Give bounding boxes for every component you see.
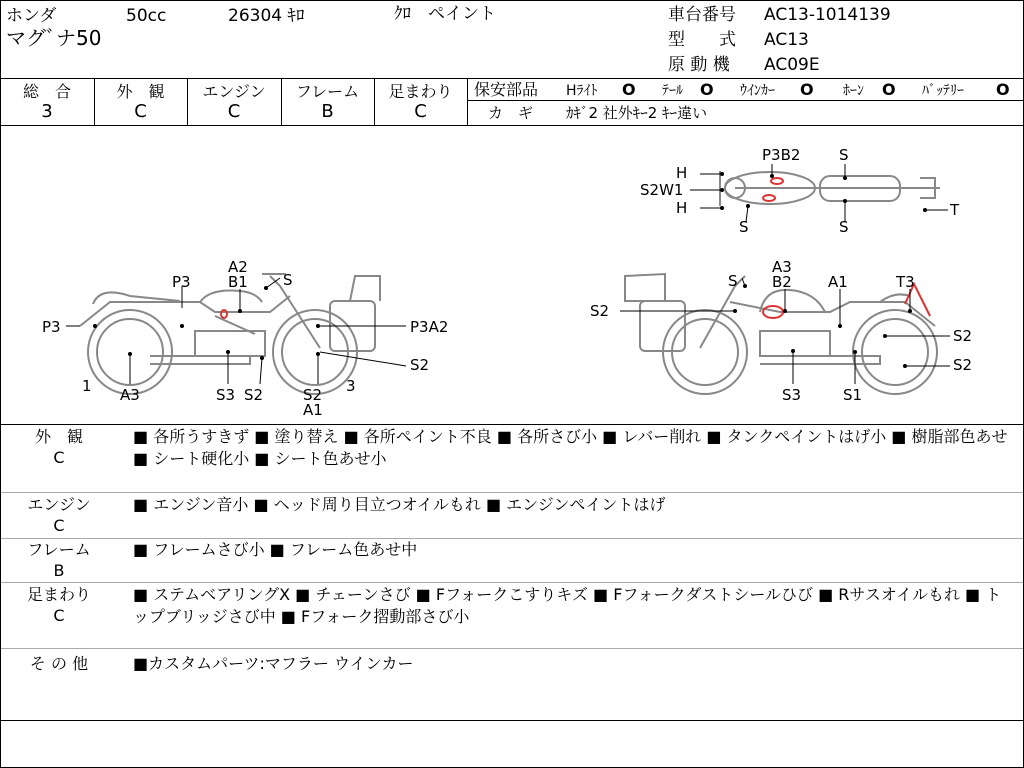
section-label: そ の 他 bbox=[29, 654, 89, 673]
mark-right-s2c: S2 bbox=[953, 356, 973, 374]
safety-headlight: Hﾗｲﾄ bbox=[566, 83, 598, 99]
safety-taillight: ﾃｰﾙ bbox=[662, 83, 683, 99]
grade-header-exterior: 外 観 bbox=[116, 82, 165, 101]
grade-suspension: C bbox=[414, 101, 427, 122]
mark-left-a2: A2 bbox=[228, 258, 248, 276]
key-label: カ ギ bbox=[488, 104, 534, 122]
mark-left-b1: B1 bbox=[228, 273, 248, 291]
section-label: 外 観 bbox=[34, 427, 83, 446]
section-text: ■ 各所うすきず ■ 塗り替え ■ 各所ペイント不良 ■ 各所さび小 ■ レバー削れ ■ タンクペイントはげ小 ■ 樹脂部色あせ ■ シート硬化小 ■ シート色あせ小 bbox=[133, 427, 1008, 468]
grade-frame: B bbox=[321, 101, 334, 122]
frame-no: AC13-1014139 bbox=[764, 5, 891, 25]
safety-headlight-mark: O bbox=[622, 80, 636, 99]
bike-top-view bbox=[720, 171, 940, 206]
engine-value: AC09E bbox=[764, 55, 820, 75]
grade-header-frame: フレーム bbox=[295, 82, 360, 101]
divider bbox=[0, 582, 1024, 583]
mark-top-s4: S bbox=[839, 218, 849, 236]
bike-left-view bbox=[80, 274, 380, 394]
leader-lines bbox=[66, 164, 950, 384]
mark-right-t3: T3 bbox=[896, 273, 915, 291]
engine-label: 原 動 機 bbox=[668, 55, 730, 75]
mark-top-t: T bbox=[950, 201, 960, 219]
mark-top-s: S bbox=[839, 146, 849, 164]
safety-label: 保安部品 bbox=[474, 80, 539, 99]
grade-engine: C bbox=[227, 101, 241, 122]
safety-winker-mark: O bbox=[800, 80, 814, 99]
section-grade: C bbox=[53, 606, 65, 625]
section-label: フレーム bbox=[27, 540, 91, 559]
mark-left-s3: S3 bbox=[216, 386, 236, 404]
mark-right-s3: S3 bbox=[782, 386, 802, 404]
color: ｸﾛ ペイント bbox=[394, 4, 496, 24]
mark-left-p3: P3 bbox=[172, 273, 191, 291]
grade-header-engine: エンジン bbox=[202, 82, 266, 101]
damage-diagram bbox=[0, 126, 1024, 424]
frame-no-label: 車台番号 bbox=[668, 5, 736, 25]
grade-overall: 3 bbox=[41, 101, 53, 122]
mileage: 26304 ｷﾛ bbox=[228, 6, 305, 26]
section-grade: B bbox=[53, 561, 65, 580]
mark-left-a1: A1 bbox=[303, 401, 323, 419]
safety-battery: ﾊﾞｯﾃﾘｰ bbox=[922, 83, 964, 99]
bike-right-view bbox=[625, 274, 937, 394]
divider bbox=[467, 78, 468, 125]
mark-right-b2: B2 bbox=[772, 273, 792, 291]
mark-top-s3: S bbox=[739, 218, 749, 236]
grade-exterior: C bbox=[134, 101, 147, 122]
section-label: 足まわり bbox=[26, 585, 91, 604]
grade-header-suspension: 足まわり bbox=[388, 82, 453, 101]
safety-taillight-mark: O bbox=[700, 80, 714, 99]
grade-header-overall: 総 合 bbox=[22, 82, 71, 101]
section-text: ■ フレームさび小 ■ フレーム色あせ中 bbox=[133, 540, 418, 559]
section-text: ■ エンジン音小 ■ ヘッド周り目立つオイルもれ ■ エンジンペイントはげ bbox=[133, 495, 666, 514]
safety-horn: ﾎｰﾝ bbox=[843, 83, 864, 99]
mark-left-p3a2: P3A2 bbox=[410, 318, 449, 336]
section-label: エンジン bbox=[27, 495, 91, 514]
mark-left-s2c: S2 bbox=[303, 386, 323, 404]
section-grade: C bbox=[53, 448, 65, 467]
mark-left-s2: S2 bbox=[410, 356, 430, 374]
safety-battery-mark: O bbox=[996, 80, 1010, 99]
safety-winker: ｳｲﾝｶｰ bbox=[740, 83, 775, 99]
mark-right-s: S bbox=[728, 272, 738, 290]
type-label: 型 式 bbox=[668, 30, 736, 50]
safety-horn-mark: O bbox=[882, 80, 896, 99]
divider bbox=[0, 720, 1024, 721]
mark-left-1: 1 bbox=[82, 377, 92, 395]
displacement: 50cc bbox=[126, 6, 167, 26]
mark-top-h2: H bbox=[676, 199, 688, 217]
mark-left-a3: A3 bbox=[120, 386, 140, 404]
model-name: マグﾞナ50 bbox=[6, 26, 102, 50]
mark-left-s2b: S2 bbox=[244, 386, 264, 404]
divider bbox=[0, 424, 1024, 425]
divider bbox=[0, 492, 1024, 493]
mark-top-s2w1: S2W1 bbox=[640, 181, 684, 199]
section-text: ■ ステムベアリングX ■ チェーンさび ■ Fフォークこすりキズ ■ Fフォークダストシールひび ■ Rサスオイルもれ ■ トップブリッジさび中 ■ Fフォーク摺動部さび小 bbox=[133, 585, 1002, 626]
mark-right-s1: S1 bbox=[843, 386, 863, 404]
mark-right-a1: A1 bbox=[828, 273, 848, 291]
maker: ホンダ bbox=[6, 6, 57, 26]
mark-left-3: 3 bbox=[346, 377, 356, 395]
mark-right-s2b: S2 bbox=[953, 327, 973, 345]
marker-dots bbox=[93, 172, 927, 368]
mark-right-s2: S2 bbox=[590, 302, 610, 320]
divider bbox=[0, 648, 1024, 649]
mark-left-s: S bbox=[283, 271, 293, 289]
section-text: ■カスタムパーツ:マフラー ウインカー bbox=[133, 654, 414, 673]
key-value: ｶｷﾞ2 社外ｷｰ2 ｷｰ違い bbox=[566, 104, 708, 122]
type-value: AC13 bbox=[764, 30, 809, 50]
section-grade: C bbox=[53, 516, 65, 535]
mark-left-p3b: P3 bbox=[42, 318, 61, 336]
mark-top-p3b2: P3B2 bbox=[762, 146, 801, 164]
mark-right-a3: A3 bbox=[772, 258, 792, 276]
mark-top-h: H bbox=[676, 164, 688, 182]
